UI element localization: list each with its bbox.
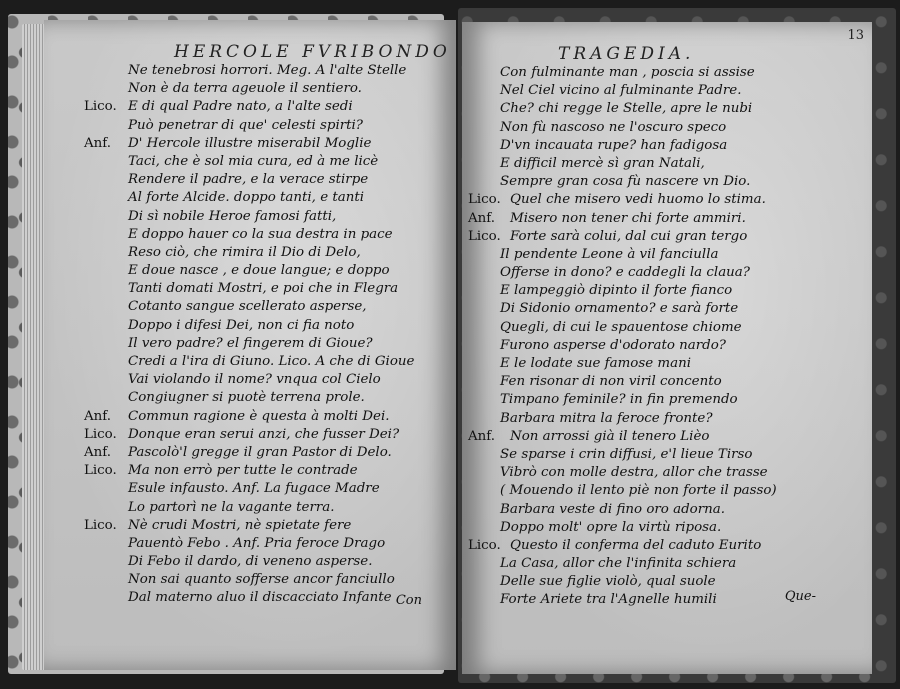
- verse-text: La Casa, allor che l'infinita schiera: [500, 556, 737, 572]
- right-page: [462, 22, 872, 674]
- verse-line: [462, 410, 872, 428]
- verse-text: D'vn incauata rupe? han fadigosa: [500, 137, 728, 153]
- verse-line: [44, 189, 456, 207]
- verse-text: Barbara mitra la feroce fronte?: [500, 410, 713, 426]
- verse-line: [462, 555, 872, 573]
- running-head-right: TRAGEDIA.: [558, 44, 695, 64]
- right-page-text: [462, 64, 872, 610]
- page-number: 13: [847, 28, 864, 43]
- verse-text: Cotanto sangue scellerato asperse,: [128, 299, 367, 315]
- speaker-label: Lico.: [468, 537, 501, 553]
- verse-text: Di Sidonio ornamento? e sarà forte: [500, 301, 739, 317]
- verse-line: [462, 64, 872, 82]
- verse-line: [462, 173, 872, 191]
- verse-text: E le lodate sue famose mani: [500, 356, 691, 371]
- verse-line: [462, 501, 872, 519]
- verse-line: [44, 298, 456, 316]
- verse-text: E lampeggiò dipinto il forte fianco: [500, 283, 733, 299]
- speaker-label: Anf.: [468, 428, 496, 444]
- verse-line: [44, 444, 456, 462]
- verse-line: [44, 553, 456, 571]
- verse-text: Nè crudi Mostri, nè spietate fere: [128, 517, 352, 533]
- verse-line: [462, 282, 872, 300]
- verse-text: Esule infausto. Anf. La fugace Madre: [128, 481, 380, 497]
- speaker-label: Lico.: [468, 192, 501, 208]
- verse-line: [44, 208, 456, 226]
- speaker-label: Anf.: [84, 408, 112, 424]
- verse-text: Fen risonar di non viril concento: [500, 374, 722, 390]
- verse-line: [462, 391, 872, 409]
- verse-line: [462, 537, 872, 555]
- verse-line: [462, 246, 872, 264]
- verse-line: [44, 153, 456, 171]
- verse-line: [462, 300, 872, 318]
- verse-line: [462, 100, 872, 118]
- left-page-text: [44, 62, 456, 608]
- verse-text: Quegli, di cui le spauentose chiome: [500, 319, 742, 335]
- verse-line: [462, 428, 872, 446]
- speaker-label: Anf.: [84, 444, 112, 460]
- verse-line: [44, 244, 456, 262]
- verse-text: Forte sarà colui, dal cui gran tergo: [510, 228, 748, 244]
- verse-text: Ma non errò per tutte le contrade: [128, 463, 358, 479]
- verse-text: E di qual Padre nato, a l'alte sedi: [128, 99, 353, 115]
- verse-text: Non fù nascoso ne l'oscuro speco: [500, 119, 727, 135]
- verse-line: [44, 226, 456, 244]
- verse-text: Che? chi regge le Stelle, apre le nubi: [500, 101, 753, 117]
- verse-line: [462, 82, 872, 100]
- verse-line: [44, 317, 456, 335]
- speaker-label: Lico.: [84, 99, 117, 115]
- verse-line: [44, 371, 456, 389]
- verse-line: [44, 353, 456, 371]
- verse-text: Vibrò con molle destra, allor che trasse: [500, 465, 768, 481]
- verse-line: [462, 137, 872, 155]
- verse-text: Donque eran serui anzi, che fusser Dei?: [128, 426, 400, 442]
- verse-line: [44, 426, 456, 444]
- verse-text: Al forte Alcide. doppo tanti, e tanti: [128, 190, 365, 206]
- verse-text: Credi a l'ira di Giuno. Lico. A che di Gioue: [128, 354, 415, 369]
- catchword-right: Que-: [784, 589, 816, 604]
- verse-text: Congiugner si puotè terrena prole.: [128, 390, 365, 406]
- verse-line: [44, 98, 456, 116]
- verse-line: [462, 228, 872, 246]
- verse-line: [462, 446, 872, 464]
- verse-text: Reso ciò, che rimira il Dio di Delo,: [128, 244, 361, 260]
- verse-text: Taci, che è sol mia cura, ed à me licè: [128, 153, 379, 169]
- verse-line: [44, 517, 456, 535]
- verse-line: [44, 280, 456, 298]
- verse-text: Il vero padre? el fingerem di Gioue?: [128, 335, 373, 351]
- verse-text: Non arrossi già il tenero Lièo: [510, 428, 710, 444]
- verse-line: [462, 319, 872, 337]
- verse-line: [462, 191, 872, 209]
- verse-text: Nel Ciel vicino al fulminante Padre.: [500, 83, 742, 99]
- verse-line: [44, 262, 456, 280]
- verse-text: Di sì nobile Heroe famosi fatti,: [128, 208, 337, 224]
- verse-line: [462, 464, 872, 482]
- verse-line: [462, 155, 872, 173]
- verse-text: Può penetrar di que' celesti spirti?: [128, 117, 363, 133]
- verse-text: ( Mouendo il lento piè non forte il passo): [500, 483, 777, 499]
- verse-text: E doppo hauer co la sua destra in pace: [128, 226, 393, 242]
- verse-text: Forte Ariete tra l'Agnelle humili: [500, 592, 717, 608]
- verse-text: Se sparse i crin diffusi, e'l lieue Tirso: [500, 446, 753, 462]
- verse-line: [44, 80, 456, 98]
- verse-line: [44, 499, 456, 517]
- verse-line: [44, 535, 456, 553]
- verse-text: Quel che misero vedi huomo lo stima.: [510, 192, 766, 208]
- verse-text: Lo partorì ne la vagante terra.: [128, 499, 335, 515]
- verse-text: Misero non tener chi forte ammiri.: [510, 210, 746, 226]
- verse-line: [462, 210, 872, 228]
- verse-text: Commun ragione è questa à molti Dei.: [128, 408, 390, 424]
- verse-text: E difficil mercè sì gran Natali,: [500, 155, 705, 171]
- verse-text: Delle sue figlie violò, qual suole: [500, 574, 716, 590]
- verse-text: Furono asperse d'odorato nardo?: [500, 337, 726, 353]
- running-head-left: HERCOLE FVRIBONDO: [174, 42, 451, 62]
- verse-line: [462, 264, 872, 282]
- verse-line: [44, 389, 456, 407]
- speaker-label: Anf.: [84, 135, 112, 151]
- verse-text: Questo il conferma del caduto Eurito: [510, 537, 762, 553]
- speaker-label: Lico.: [84, 463, 117, 479]
- verse-text: Ne tenebrosi horrori. Meg. A l'alte Stelle: [128, 63, 407, 78]
- verse-line: [44, 462, 456, 480]
- verse-line: [44, 62, 456, 80]
- verse-text: Doppo i difesi Dei, non ci fia noto: [128, 317, 355, 333]
- verse-text: Non sai quanto sofferse ancor fanciullo: [128, 572, 395, 588]
- verse-line: [44, 117, 456, 135]
- verse-line: [44, 589, 456, 607]
- verse-line: [462, 519, 872, 537]
- verse-line: [462, 119, 872, 137]
- verse-line: [44, 171, 456, 189]
- verse-text: Tanti domati Mostri, e poi che in Flegra: [128, 281, 399, 297]
- verse-line: [462, 337, 872, 355]
- catchword-left: Con: [395, 593, 422, 608]
- verse-line: [44, 571, 456, 589]
- verse-text: Rendere il padre, e la verace stirpe: [128, 172, 369, 188]
- verse-text: Dal materno aluo il discacciato Infante: [128, 590, 392, 606]
- verse-line: [44, 480, 456, 498]
- verse-text: Offerse in dono? e caddegli la claua?: [500, 265, 750, 281]
- verse-line: [44, 335, 456, 353]
- verse-text: Barbara veste di fino oro adorna.: [500, 501, 725, 517]
- speaker-label: Anf.: [468, 210, 496, 226]
- left-page: [44, 20, 456, 670]
- verse-line: [462, 355, 872, 373]
- verse-text: Timpano feminile? in fin premendo: [500, 392, 738, 408]
- verse-line: [44, 408, 456, 426]
- verse-line: [462, 373, 872, 391]
- verse-text: Pascolò'l gregge il gran Pastor di Delo.: [128, 444, 392, 460]
- verse-line: [462, 482, 872, 500]
- verse-text: D' Hercole illustre miserabil Moglie: [128, 135, 372, 151]
- verse-text: Non è da terra ageuole il sentiero.: [128, 81, 362, 97]
- verse-text: Con fulminante man , poscia si assise: [500, 65, 755, 80]
- verse-text: E doue nasce , e doue langue; e doppo: [128, 263, 390, 279]
- verse-text: Sempre gran cosa fù nascere vn Dio.: [500, 174, 751, 190]
- verse-text: Vai violando il nome? vnqua col Cielo: [128, 372, 381, 388]
- verse-line: [44, 135, 456, 153]
- speaker-label: Lico.: [468, 228, 501, 244]
- verse-text: Di Febo il dardo, di veneno asperse.: [128, 554, 373, 570]
- speaker-label: Lico.: [84, 426, 117, 442]
- verse-text: Pauentò Febo . Anf. Pria feroce Drago: [128, 535, 386, 551]
- speaker-label: Lico.: [84, 517, 117, 533]
- verse-text: Doppo molt' opre la virtù riposa.: [500, 519, 722, 535]
- verse-text: Il pendente Leone à vil fanciulla: [500, 246, 719, 262]
